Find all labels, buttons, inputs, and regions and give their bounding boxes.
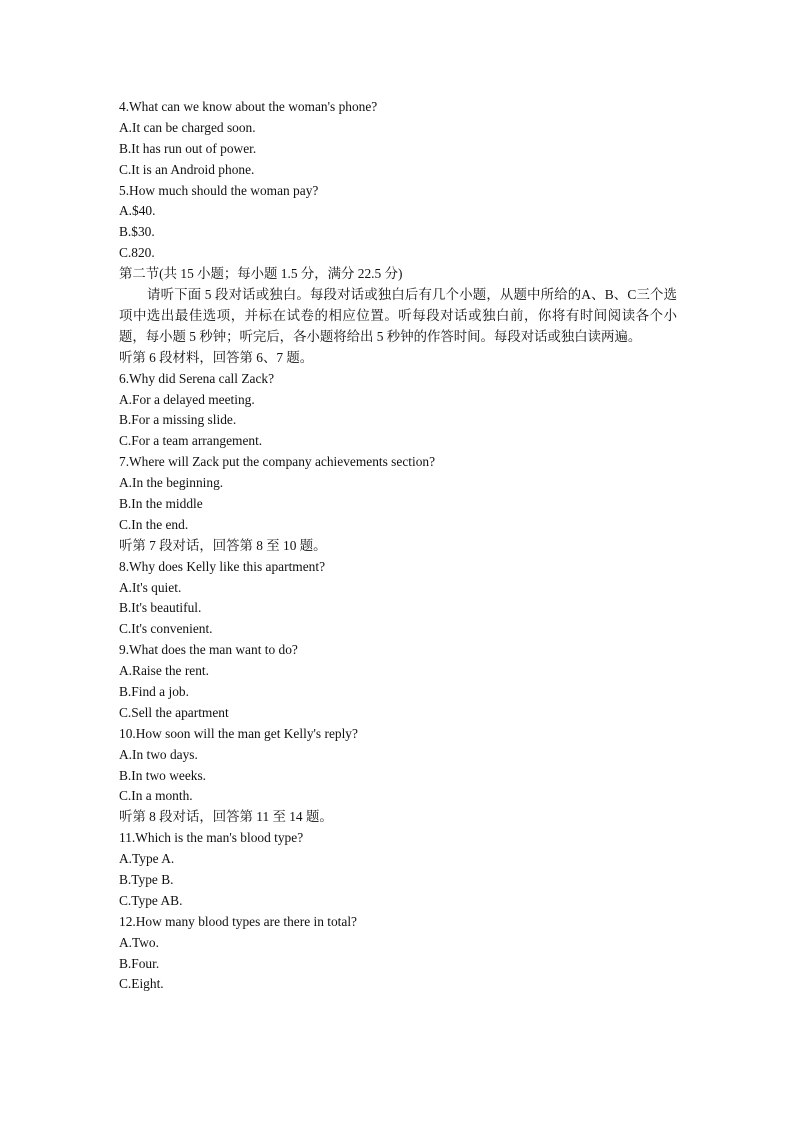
option-8b: B.It's beautiful. (119, 600, 202, 616)
option-5b: B.$30. (119, 224, 155, 240)
option-7a: A.In the beginning. (119, 475, 224, 491)
option-8a: A.It's quiet. (119, 579, 182, 595)
question-10: 10.How soon will the man get Kelly's reply? (119, 725, 358, 741)
option-10c: C.In a month. (119, 788, 193, 804)
question-4: 4.What can we know about the woman's phone? (119, 99, 378, 114)
option-5c: C.820. (119, 245, 155, 261)
option-10b: B.In two weeks. (119, 767, 207, 783)
question-9: 9.What does the man want to do? (119, 642, 298, 658)
section-heading: 第二节(共 15 小题；每小题 1.5 分，满分 22.5 分) (119, 266, 403, 282)
question-11: 11.Which is the man's blood type? (119, 830, 304, 846)
option-12c: C.Eight. (119, 976, 164, 992)
question-5: 5.How much should the woman pay? (119, 182, 319, 198)
option-8c: C.It's convenient. (119, 621, 213, 637)
question-8: 8.Why does Kelly like this apartment? (119, 558, 326, 574)
passage-8-intro: 听第 8 段对话，回答第 11 至 14 题。 (119, 809, 333, 825)
option-5a: A.$40. (119, 203, 156, 219)
option-6b: B.For a missing slide. (119, 412, 237, 428)
option-9b: B.Find a job. (119, 683, 189, 699)
option-12a: A.Two. (119, 934, 159, 950)
option-11a: A.Type A. (119, 851, 175, 867)
question-6: 6.Why did Serena call Zack? (119, 370, 275, 386)
option-11c: C.Type AB. (119, 892, 183, 908)
option-11b: B.Type B. (119, 872, 174, 887)
option-7b: B.In the middle (119, 495, 203, 511)
passage-7-intro: 听第 7 段对话，回答第 8 至 10 题。 (119, 537, 327, 553)
option-12b: B.Four. (119, 955, 160, 971)
section-instructions: 请听下面 5 段对话或独白。每段对话或独白后有几个小题，从题中所给的A、B、C三个选项中选出最佳选项，并标在试卷的相应位置。听每段对话或独白前，你将有时间阅读各个小题，每小题 5 秒钟；听完后，各小题将给出 5 秒钟的作答时间。每段对话或独白读两遍。 (119, 287, 677, 344)
option-6a: A.For a delayed meeting. (119, 391, 255, 407)
question-7: 7.Where will Zack put the company achievements section? (119, 454, 436, 470)
option-10a: A.In two days. (119, 746, 198, 762)
option-9a: A.Raise the rent. (119, 663, 209, 679)
option-6c: C.For a team arrangement. (119, 433, 263, 449)
page-content (119, 97, 679, 995)
option-4b: B.It has run out of power. (119, 140, 257, 156)
option-9c: C.Sell the apartment (119, 704, 229, 720)
option-7c: C.In the end. (119, 516, 189, 532)
question-12: 12.How many blood types are there in total? (119, 913, 357, 929)
passage-6-intro: 听第 6 段材料，回答第 6、7 题。 (119, 349, 314, 365)
option-4a: A.It can be charged soon. (119, 119, 256, 135)
option-4c: C.It is an Android phone. (119, 161, 255, 177)
